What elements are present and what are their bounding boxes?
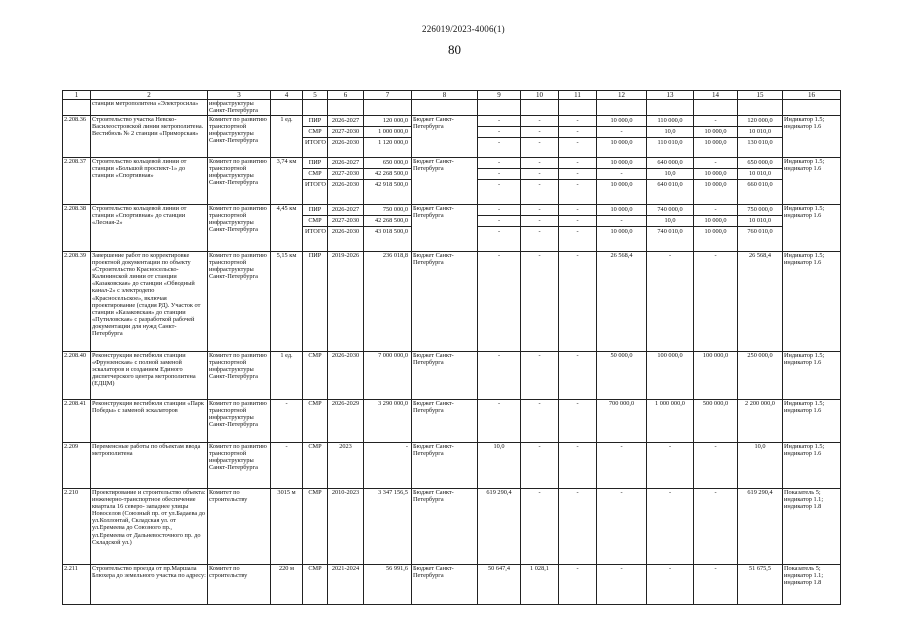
- year-amount-cell: [738, 116, 783, 158]
- year-amount: 1 000 000,0: [647, 400, 694, 443]
- stage-value: -: [559, 169, 596, 180]
- stage-value: 110 000,0: [647, 116, 693, 127]
- stage-value: -: [559, 127, 596, 138]
- object-name: Строительство кольцевой линии от станции «Большой проспект-1» до станции «Спортивная»: [91, 158, 208, 205]
- capacity: 3015 м: [271, 489, 303, 565]
- table-row: [63, 116, 841, 158]
- stage-subtable: [478, 158, 520, 190]
- stage-subtable: [559, 116, 596, 148]
- stage-value: -: [497, 181, 501, 188]
- stage-value: -: [576, 139, 579, 146]
- stage-value: СМР: [303, 169, 327, 180]
- stage-subtable: [559, 158, 596, 190]
- year-amount: -: [559, 443, 597, 489]
- stage-subtable: [328, 205, 363, 237]
- indicator: Индикатор 1.5; индикатор 1.6: [783, 205, 841, 252]
- stage-subtable: [521, 116, 558, 148]
- year-amount-cell: [559, 116, 597, 158]
- stage-subtable: [521, 158, 558, 190]
- stage-value: 2026-2030: [331, 139, 360, 146]
- stage-subtable: [647, 205, 693, 237]
- stage-value: 650 000,0: [738, 158, 782, 169]
- stage-value: -: [497, 139, 501, 146]
- funding-source: Бюджет Санкт-Петербурга: [412, 252, 478, 352]
- year-amount-cell: [521, 116, 559, 158]
- funding-source: Бюджет Санкт-Петербурга: [412, 352, 478, 400]
- indicator: Индикатор 1.5; индикатор 1.6: [783, 400, 841, 443]
- year-amount: 26 568,4: [738, 252, 783, 352]
- stage-value: 2026-2027: [328, 116, 363, 127]
- stage-value: -: [694, 158, 737, 169]
- capacity: 5,15 км: [271, 252, 303, 352]
- stage-subtable: [694, 116, 737, 148]
- year-amount-cell: [647, 158, 694, 205]
- year-amount: -: [559, 400, 597, 443]
- period-cell: [328, 158, 364, 205]
- table-row: [63, 565, 841, 605]
- funding-source: Бюджет Санкт-Петербурга: [412, 443, 478, 489]
- stage-value: -: [597, 216, 646, 227]
- year-amount-cell: [559, 205, 597, 252]
- year-amount-cell: [521, 158, 559, 205]
- period: 2010-2023: [328, 489, 364, 565]
- year-amount: -: [521, 443, 559, 489]
- indicator: Индикатор 1.5; индикатор 1.6: [783, 116, 841, 158]
- year-amount: -: [559, 352, 597, 400]
- year-amount-cell: [478, 158, 521, 205]
- stage-value: 10,0: [647, 169, 693, 180]
- stage-value: 640 010,0: [657, 181, 683, 188]
- period-cell: [328, 116, 364, 158]
- period: 2023: [328, 443, 364, 489]
- indicator: Показатель 5; индикатор 1.1; индикатор 1.8: [783, 489, 841, 565]
- stage-value: 660 010,0: [747, 181, 773, 188]
- object-name: Строительство кольцевой линии от станции «Спортивная» до станции «Лесная-2»: [91, 205, 208, 252]
- customer: Комитет по строительству: [208, 565, 271, 605]
- column-header: 5: [303, 91, 328, 100]
- customer: Комитет по строительству: [208, 489, 271, 565]
- stage-value: -: [521, 158, 558, 169]
- stage-value: 10 000,0: [597, 205, 646, 216]
- stage-value: -: [597, 127, 646, 138]
- stage-subtable: [364, 158, 411, 190]
- object-name: Реконструкция вестибюля станции «Парк Победы» с заменой эскалаторов: [91, 400, 208, 443]
- object-name: Реконструкция вестибюля станции «Фрунзенская» с полной заменой эскалаторов и созданием Единого диспетчерского центра метрополитена (ЕДЦМ): [91, 352, 208, 400]
- year-amount: -: [559, 489, 597, 565]
- row-number: 2.208.36: [63, 116, 91, 158]
- year-amount-cell: [647, 205, 694, 252]
- stage-value: ПИР: [303, 158, 327, 169]
- customer: инфраструктуры Санкт-Петербурга: [208, 100, 271, 116]
- capacity: 1 ед.: [271, 352, 303, 400]
- stage-value: 750 000,0: [364, 205, 411, 216]
- stage-value: 2026-2030: [331, 228, 360, 235]
- stage-value: 2027-2030: [328, 169, 363, 180]
- year-amount-cell: [694, 116, 738, 158]
- stage-value: -: [538, 181, 541, 188]
- column-header: 11: [559, 91, 597, 100]
- row-number: 2.211: [63, 565, 91, 605]
- stage-value: 10 000,0: [704, 228, 727, 235]
- column-header: 14: [694, 91, 738, 100]
- stage-value: -: [478, 127, 520, 138]
- funding-source: Бюджет Санкт-Петербурга: [412, 400, 478, 443]
- stage-value: 2026-2027: [328, 205, 363, 216]
- row-number: 2.209: [63, 443, 91, 489]
- year-amount: 619 290,4: [478, 489, 521, 565]
- row-number: 2.208.41: [63, 400, 91, 443]
- year-amount: 50 647,4: [478, 565, 521, 605]
- stage: СМР: [303, 443, 328, 489]
- column-header: 3: [208, 91, 271, 100]
- stage-value: -: [576, 228, 579, 235]
- year-amount: -: [521, 252, 559, 352]
- stage-value: 120 000,0: [364, 116, 411, 127]
- column-header: 8: [412, 91, 478, 100]
- indicator: Индикатор 1.5; индикатор 1.6: [783, 252, 841, 352]
- stage-value: ПИР: [303, 116, 327, 127]
- stage-value: 10 010,0: [738, 127, 782, 138]
- stage-value: -: [538, 139, 541, 146]
- stage-subtable: [303, 116, 327, 148]
- cost: 236 018,8: [364, 252, 412, 352]
- funding-source: Бюджет Санкт-Петербурга: [412, 158, 478, 205]
- stage-value: 43 018 500,0: [374, 228, 408, 235]
- year-amount: 50 000,0: [597, 352, 647, 400]
- stage-subtable: [328, 116, 363, 148]
- row-number: 2.208.37: [63, 158, 91, 205]
- stage-value: -: [521, 205, 558, 216]
- stage-value: -: [694, 116, 737, 127]
- indicator: Показатель 5; индикатор 1.1; индикатор 1.8: [783, 565, 841, 605]
- column-header: 1: [63, 91, 91, 100]
- stage-value: 1 120 000,0: [378, 139, 408, 146]
- cost-cell: [364, 116, 412, 158]
- table-row: [63, 252, 841, 352]
- cost: 56 991,6: [364, 565, 412, 605]
- stage-cell: [303, 205, 328, 252]
- capacity: 1 ед.: [271, 116, 303, 158]
- year-amount: -: [478, 352, 521, 400]
- stage-value: 10 000,0: [694, 169, 737, 180]
- year-amount-cell: [738, 158, 783, 205]
- stage-subtable: [364, 205, 411, 237]
- row-number: 2.208.40: [63, 352, 91, 400]
- column-header: 7: [364, 91, 412, 100]
- stage-value: -: [478, 205, 520, 216]
- stage-value: -: [576, 181, 579, 188]
- year-amount: -: [521, 352, 559, 400]
- stage-value: 2027-2030: [328, 216, 363, 227]
- column-header: 16: [783, 91, 841, 100]
- row-number: 2.210: [63, 489, 91, 565]
- table-row: [63, 158, 841, 205]
- stage-subtable: [597, 205, 646, 237]
- period: 2021-2024: [328, 565, 364, 605]
- customer: Комитет по развитию транспортной инфраструктуры Санкт-Петербурга: [208, 443, 271, 489]
- year-amount: 500 000,0: [694, 400, 738, 443]
- stage-value: 740 010,0: [657, 228, 683, 235]
- stage-value: 130 010,0: [747, 139, 773, 146]
- year-amount-cell: [521, 205, 559, 252]
- year-amount: -: [478, 400, 521, 443]
- stage-subtable: [303, 158, 327, 190]
- stage-value: 10,0: [647, 127, 693, 138]
- indicator: Индикатор 1.5; индикатор 1.6: [783, 443, 841, 489]
- stage-value: -: [559, 158, 596, 169]
- object-name: станции метрополитена «Электросила»: [91, 100, 208, 116]
- stage-value: 10 000,0: [610, 181, 633, 188]
- stage-value: 10 000,0: [694, 216, 737, 227]
- customer: Комитет по развитию транспортной инфраструктуры Санкт-Петербурга: [208, 352, 271, 400]
- stage-value: 42 918 500,0: [374, 181, 408, 188]
- stage-subtable: [597, 158, 646, 190]
- stage: СМР: [303, 352, 328, 400]
- document-number: 226019/2023-4006(1): [422, 24, 505, 34]
- stage-value: -: [478, 216, 520, 227]
- stage-subtable: [738, 158, 782, 190]
- stage-value: -: [538, 228, 541, 235]
- stage-value: СМР: [303, 216, 327, 227]
- stage-value: -: [694, 205, 737, 216]
- year-amount: 700 000,0: [597, 400, 647, 443]
- stage-value: -: [597, 169, 646, 180]
- stage-subtable: [364, 116, 411, 148]
- cost: 3 290 000,0: [364, 400, 412, 443]
- table-row: [63, 489, 841, 565]
- stage-value: -: [521, 169, 558, 180]
- funding-source: Бюджет Санкт-Петербурга: [412, 489, 478, 565]
- year-amount-cell: [559, 158, 597, 205]
- stage-value: СМР: [303, 127, 327, 138]
- capacity: -: [271, 443, 303, 489]
- customer: Комитет по развитию транспортной инфраструктуры Санкт-Петербурга: [208, 252, 271, 352]
- year-amount: 619 290,4: [738, 489, 783, 565]
- year-amount: -: [694, 489, 738, 565]
- year-amount: -: [597, 443, 647, 489]
- column-header: 6: [328, 91, 364, 100]
- stage-value: -: [521, 127, 558, 138]
- year-amount: -: [597, 565, 647, 605]
- funding-source: Бюджет Санкт-Петербурга: [412, 565, 478, 605]
- year-amount: -: [694, 252, 738, 352]
- year-amount: -: [597, 489, 647, 565]
- period: 2026-2030: [328, 352, 364, 400]
- stage-value: 650 000,0: [364, 158, 411, 169]
- object-name: Завершение работ по корректировке проектной документации по объекту «Строительство Красносельско-Калининской линии от станции «Казаковская» до станции «Обводный канал-2» с электродепо «Красносельское», включая проектирование (стадия РД). Участок от станции «Казаковская» до станции «Путиловская» с разработкой рабочей документации для нужд Санкт-Петербурга: [91, 252, 208, 352]
- stage-subtable: [694, 158, 737, 190]
- object-name: Строительство участка Невско- Василеостровской линии метрополитена. Вестибюль № 2 станции «Приморская»: [91, 116, 208, 158]
- period: 2026-2029: [328, 400, 364, 443]
- cost: 7 000 000,0: [364, 352, 412, 400]
- table-row: [63, 400, 841, 443]
- customer: Комитет по развитию транспортной инфраструктуры Санкт-Петербурга: [208, 158, 271, 205]
- indicator: Индикатор 1.5; индикатор 1.6: [783, 158, 841, 205]
- object-name: Строительство проезда от пр.Маршала Блюхера до земельного участка по адресу:: [91, 565, 208, 605]
- stage-value: 42 268 500,0: [364, 216, 411, 227]
- stage: СМР: [303, 489, 328, 565]
- cost: -: [364, 443, 412, 489]
- stage: СМР: [303, 400, 328, 443]
- stage-value: ПИР: [303, 205, 327, 216]
- year-amount: -: [647, 252, 694, 352]
- stage-subtable: [328, 158, 363, 190]
- stage-value: 110 010,0: [657, 139, 683, 146]
- year-amount-cell: [694, 205, 738, 252]
- stage-value: 640 000,0: [647, 158, 693, 169]
- stage-value: -: [521, 216, 558, 227]
- table-row: [63, 205, 841, 252]
- stage-value: 10 000,0: [704, 181, 727, 188]
- year-amount: 2 200 000,0: [738, 400, 783, 443]
- stage-subtable: [478, 116, 520, 148]
- funding-source: Бюджет Санкт-Петербурга: [412, 116, 478, 158]
- cost-cell: [364, 158, 412, 205]
- stage-value: ИТОГО: [305, 181, 326, 188]
- stage-value: 10 000,0: [597, 158, 646, 169]
- stage-value: 760 010,0: [747, 228, 773, 235]
- stage-value: 2026-2027: [328, 158, 363, 169]
- stage-value: 10 010,0: [738, 216, 782, 227]
- year-amount-cell: [647, 116, 694, 158]
- stage-value: 10 000,0: [597, 116, 646, 127]
- stage-subtable: [738, 205, 782, 237]
- stage-subtable: [303, 205, 327, 237]
- year-amount: -: [694, 443, 738, 489]
- year-amount: -: [647, 489, 694, 565]
- year-amount: 51 675,5: [738, 565, 783, 605]
- column-header: 12: [597, 91, 647, 100]
- year-amount-cell: [597, 205, 647, 252]
- column-header: 2: [91, 91, 208, 100]
- stage-value: ИТОГО: [305, 139, 326, 146]
- year-amount: -: [478, 252, 521, 352]
- stage-value: -: [559, 116, 596, 127]
- stage-subtable: [521, 205, 558, 237]
- table-row: [63, 443, 841, 489]
- stage-subtable: [597, 116, 646, 148]
- page-number: 80: [448, 42, 461, 57]
- column-header: 13: [647, 91, 694, 100]
- year-amount: 250 000,0: [738, 352, 783, 400]
- year-amount: 1 028,1: [521, 565, 559, 605]
- capacity: -: [271, 400, 303, 443]
- year-amount: -: [521, 400, 559, 443]
- stage-value: -: [478, 116, 520, 127]
- cost: 3 347 156,5: [364, 489, 412, 565]
- stage-value: -: [559, 205, 596, 216]
- customer: Комитет по развитию транспортной инфраструктуры Санкт-Петербурга: [208, 400, 271, 443]
- row-number: 2.208.38: [63, 205, 91, 252]
- row-number: 2.208.39: [63, 252, 91, 352]
- object-name: Переменсные работы по объектам ввода метрополитена: [91, 443, 208, 489]
- year-amount: 26 568,4: [597, 252, 647, 352]
- year-amount: -: [647, 443, 694, 489]
- funding-source: Бюджет Санкт-Петербурга: [412, 205, 478, 252]
- stage-subtable: [647, 158, 693, 190]
- stage-value: 120 000,0: [738, 116, 782, 127]
- stage-subtable: [478, 205, 520, 237]
- cost-cell: [364, 205, 412, 252]
- year-amount-cell: [694, 158, 738, 205]
- stage-subtable: [694, 205, 737, 237]
- stage-subtable: [559, 205, 596, 237]
- stage-value: 10 000,0: [694, 127, 737, 138]
- table-header-row: [63, 91, 841, 100]
- column-header: 15: [738, 91, 783, 100]
- stage-value: -: [497, 228, 501, 235]
- capacity: 4,45 км: [271, 205, 303, 252]
- stage-value: 10 000,0: [610, 139, 633, 146]
- stage: ПИР: [303, 252, 328, 352]
- stage-subtable: [738, 116, 782, 148]
- year-amount: 100 000,0: [694, 352, 738, 400]
- year-amount: 10,0: [478, 443, 521, 489]
- stage-value: 10,0: [647, 216, 693, 227]
- stage-value: 750 000,0: [738, 205, 782, 216]
- year-amount: 100 000,0: [647, 352, 694, 400]
- period: 2019-2026: [328, 252, 364, 352]
- stage-value: 2027-2030: [328, 127, 363, 138]
- stage-value: -: [478, 158, 520, 169]
- column-header: 10: [521, 91, 559, 100]
- indicator: Индикатор 1.5; индикатор 1.6: [783, 352, 841, 400]
- capacity: 3,74 км: [271, 158, 303, 205]
- stage-value: 740 000,0: [647, 205, 693, 216]
- stage-cell: [303, 158, 328, 205]
- year-amount: -: [559, 252, 597, 352]
- year-amount-cell: [478, 205, 521, 252]
- column-header: 9: [478, 91, 521, 100]
- year-amount-cell: [597, 116, 647, 158]
- stage-value: 42 268 500,0: [364, 169, 411, 180]
- stage-value: 10 000,0: [610, 228, 633, 235]
- stage-value: -: [559, 216, 596, 227]
- year-amount-cell: [597, 158, 647, 205]
- stage-value: ИТОГО: [305, 228, 326, 235]
- stage-value: -: [521, 116, 558, 127]
- customer: Комитет по развитию транспортной инфраструктуры Санкт-Петербурга: [208, 116, 271, 158]
- customer: Комитет по развитию транспортной инфраструктуры Санкт-Петербурга: [208, 205, 271, 252]
- year-amount: -: [521, 489, 559, 565]
- capacity: 220 м: [271, 565, 303, 605]
- stage-value: 10 010,0: [738, 169, 782, 180]
- stage: СМР: [303, 565, 328, 605]
- year-amount: -: [694, 565, 738, 605]
- object-name: Проектирование и строительство объекта: инженерно-транспортное обеспечение квартала 16 северо- западнее улицы Новоселов (Союзный пр. от ул.Бадаева до ул.Коллонтай, Складская ул. от ул.Еремеева до Союзного пр., ул.Еремеева от Дальневосточного пр. до Складской ул.): [91, 489, 208, 565]
- column-header: 4: [271, 91, 303, 100]
- period-cell: [328, 205, 364, 252]
- year-amount: -: [647, 565, 694, 605]
- program-table: [62, 90, 841, 605]
- year-amount-cell: [738, 205, 783, 252]
- year-amount: 10,0: [738, 443, 783, 489]
- stage-cell: [303, 116, 328, 158]
- year-amount-cell: [478, 116, 521, 158]
- year-amount: -: [559, 565, 597, 605]
- stage-subtable: [647, 116, 693, 148]
- table-row: [63, 352, 841, 400]
- stage-value: 1 000 000,0: [364, 127, 411, 138]
- stage-value: 10 000,0: [704, 139, 727, 146]
- stage-value: 2026-2030: [331, 181, 360, 188]
- table-row: [63, 100, 841, 116]
- stage-value: -: [478, 169, 520, 180]
